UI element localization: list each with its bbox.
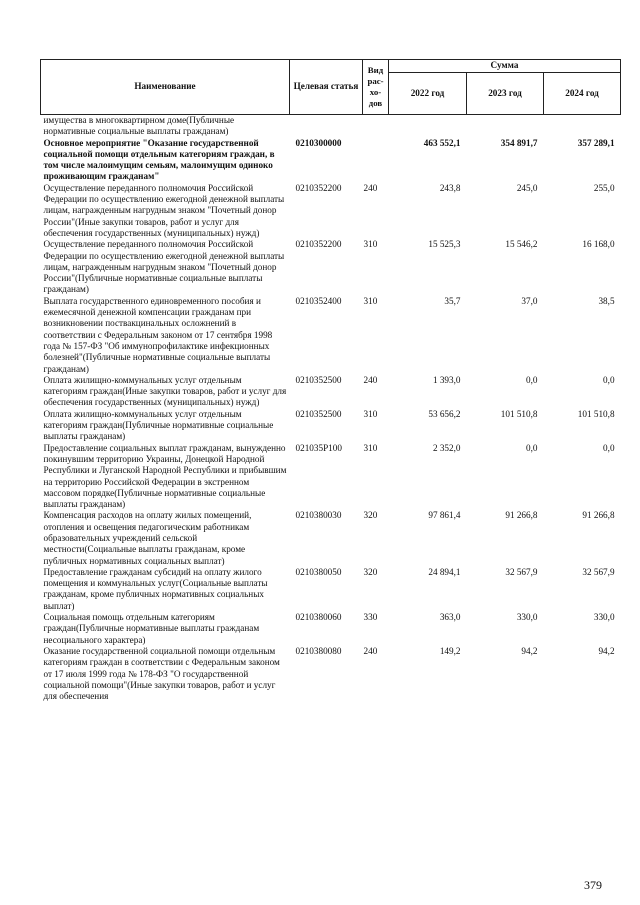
- cell-amount-2023: [467, 115, 544, 138]
- cell-target-code: 0210352500: [295, 408, 342, 419]
- cell-target-code: 0210380030: [295, 510, 342, 521]
- table-row: [41, 138, 621, 183]
- table-row: [41, 296, 621, 375]
- cell-name: Осуществление переданного полномочия Российской Федерации по осуществлению ежегодной денежной выплаты лицам, награжденным нагрудным знаком "Почетный донор России"(Иные закупки товаров, работ и услуг для обеспечения государственных (муниципальных) нужд): [43, 182, 285, 238]
- cell-name: Оплата жилищно-коммунальных услуг отдельным категориям граждан(Публичные нормативные социальные выплаты гражданам): [43, 408, 274, 442]
- cell-amount-2022: 243,8: [439, 182, 461, 193]
- cell-amount-2022: 97 861,4: [428, 510, 461, 521]
- cell-target-code: 0210352500: [295, 374, 342, 385]
- header-code: Целевая статья: [290, 60, 363, 115]
- cell-expense-type: [363, 115, 389, 138]
- cell-amount-2023: 91 266,8: [505, 510, 538, 521]
- cell-amount-2023: 245,0: [516, 182, 538, 193]
- cell-amount-2022: 53 656,2: [428, 408, 461, 419]
- cell-expense-type: 310: [363, 442, 378, 453]
- table-row: [41, 443, 621, 511]
- table-row: [41, 375, 621, 409]
- cell-amount-2024: 94,2: [598, 645, 615, 656]
- budget-table: [40, 59, 621, 702]
- cell-amount-2024: 101 510,8: [577, 408, 615, 419]
- cell-target-code: 0210300000: [295, 137, 342, 148]
- cell-name: Оплата жилищно-коммунальных услуг отдельным категориям граждан(Иные закупки товаров, работ и услуг для обеспечения государственных (муниципальных) нужд): [43, 374, 287, 408]
- table-body: [41, 115, 621, 703]
- cell-amount-2023: 0,0: [526, 442, 538, 453]
- cell-name: Социальная помощь отдельным категориям граждан(Публичные нормативные выплаты гражданам несоциального характера): [43, 612, 260, 645]
- cell-target-code: [290, 115, 363, 138]
- header-year-2024: 2024 год: [544, 73, 621, 115]
- cell-expense-type: 310: [363, 408, 378, 419]
- cell-amount-2024: 16 168,0: [582, 239, 615, 250]
- cell-amount-2024: 38,5: [598, 295, 615, 306]
- cell-expense-type: 320: [363, 510, 378, 521]
- cell-amount-2023: 330,0: [516, 612, 538, 623]
- cell-name: Компенсация расходов на оплату жилых помещений, отопления и освещения педагогическим работникам образовательных учреждений сельской местности(Социальные выплаты гражданам, кроме публичных нормативных социальных выплат): [43, 510, 252, 566]
- cell-amount-2022: 363,0: [439, 612, 461, 623]
- cell-name: Предоставление гражданам субсидий на оплату жилого помещения и коммунальных услуг(Социальные выплаты гражданам, кроме публичных нормативных социальных выплат): [43, 566, 268, 611]
- cell-expense-type: 310: [363, 295, 378, 306]
- cell-amount-2022: 15 525,3: [428, 239, 461, 250]
- cell-amount-2024: [544, 115, 621, 138]
- table-row: [41, 567, 621, 612]
- cell-amount-2024: 0,0: [603, 374, 615, 385]
- table-row: [41, 409, 621, 443]
- cell-amount-2023: 32 567,9: [505, 566, 538, 577]
- cell-amount-2024: 357 289,1: [577, 137, 615, 148]
- header-vid: Вид рас-хо-дов: [363, 60, 389, 115]
- cell-amount-2022: 1 393,0: [432, 374, 461, 385]
- table-row: [41, 646, 621, 702]
- cell-expense-type: 320: [363, 566, 378, 577]
- cell-amount-2022: 149,2: [439, 645, 461, 656]
- cell-amount-2022: 35,7: [444, 295, 461, 306]
- cell-amount-2022: 24 894,1: [428, 566, 461, 577]
- cell-expense-type: [363, 138, 389, 183]
- cell-target-code: 0210352200: [295, 182, 342, 193]
- header-year-2022: 2022 год: [389, 73, 467, 115]
- cell-target-code: 0210352200: [295, 239, 342, 250]
- cell-name: имущества в многоквартирном доме(Публичные нормативные социальные выплаты гражданам): [43, 115, 235, 137]
- cell-amount-2023: 354 891,7: [500, 137, 538, 148]
- cell-expense-type: 240: [363, 182, 378, 193]
- cell-amount-2022: 2 352,0: [432, 442, 461, 453]
- cell-amount-2023: 94,2: [521, 645, 538, 656]
- table-row: [41, 612, 621, 646]
- header-sum: Сумма: [389, 60, 621, 73]
- cell-amount-2023: 37,0: [521, 295, 538, 306]
- cell-expense-type: 310: [363, 239, 378, 250]
- cell-amount-2023: 15 546,2: [505, 239, 538, 250]
- cell-expense-type: 240: [363, 374, 378, 385]
- page-number: 379: [584, 878, 602, 892]
- table-row: [41, 183, 621, 239]
- header-year-2023: 2023 год: [467, 73, 544, 115]
- cell-name: Осуществление переданного полномочия Российской Федерации по осуществлению ежегодной денежной выплаты лицам, награжденным нагрудным знаком "Почетный донор России"(Публичные нормативные социальные выплаты гражданам): [43, 239, 285, 295]
- cell-name: Оказание государственной социальной помощи отдельным категориям граждан в соответствии с Федеральным законом от 17 июля 1999 года № 178-ФЗ "О государственной социальной помощи"(Иные закупки товаров, работ и услуг для обеспечения: [43, 645, 280, 702]
- table-row: [41, 239, 621, 295]
- cell-target-code: 0210380060: [295, 612, 342, 623]
- table-header: [41, 60, 621, 115]
- cell-target-code: 0210380050: [295, 566, 342, 577]
- cell-amount-2022: 463 552,1: [423, 137, 461, 148]
- cell-amount-2024: 32 567,9: [582, 566, 615, 577]
- cell-amount-2024: 255,0: [593, 182, 615, 193]
- table-row: [41, 510, 621, 566]
- cell-amount-2024: 91 266,8: [582, 510, 615, 521]
- cell-amount-2023: 0,0: [526, 374, 538, 385]
- cell-expense-type: 240: [363, 645, 378, 656]
- cell-target-code: 021035Р100: [295, 442, 342, 453]
- cell-name: Выплата государственного единовременного пособия и ежемесячной денежной компенсации гражданам при возникновении поствакцинальных осложнений в соответствии с Федеральным законом от 17 сентября 1998 года № 157-ФЗ "Об иммунопрофилактике инфекционных болезней"(Публичные нормативные социальные выплаты гражданам): [43, 295, 273, 374]
- header-name: Наименование: [41, 60, 290, 115]
- cell-amount-2024: 0,0: [603, 442, 615, 453]
- cell-name: Основное мероприятие "Оказание государственной социальной помощи отдельным категориям граждан, в том числе малоимущим семьям, малоимущим одиноко проживающим гражданам": [43, 137, 275, 182]
- cell-amount-2022: [389, 115, 467, 138]
- cell-expense-type: 330: [363, 612, 378, 623]
- cell-name: Предоставление социальных выплат гражданам, вынужденно покинувшим территорию Украины, Донецкой Народной Республики и Луганской Народной Республики и прибывшим на территорию Российской Федерации в экстренном массовом порядке(Публичные нормативные социальные выплаты гражданам): [43, 442, 287, 510]
- cell-amount-2024: 330,0: [593, 612, 615, 623]
- cell-target-code: 0210380080: [295, 645, 342, 656]
- cell-target-code: 0210352400: [295, 295, 342, 306]
- table-row: [41, 115, 621, 138]
- cell-amount-2023: 101 510,8: [500, 408, 538, 419]
